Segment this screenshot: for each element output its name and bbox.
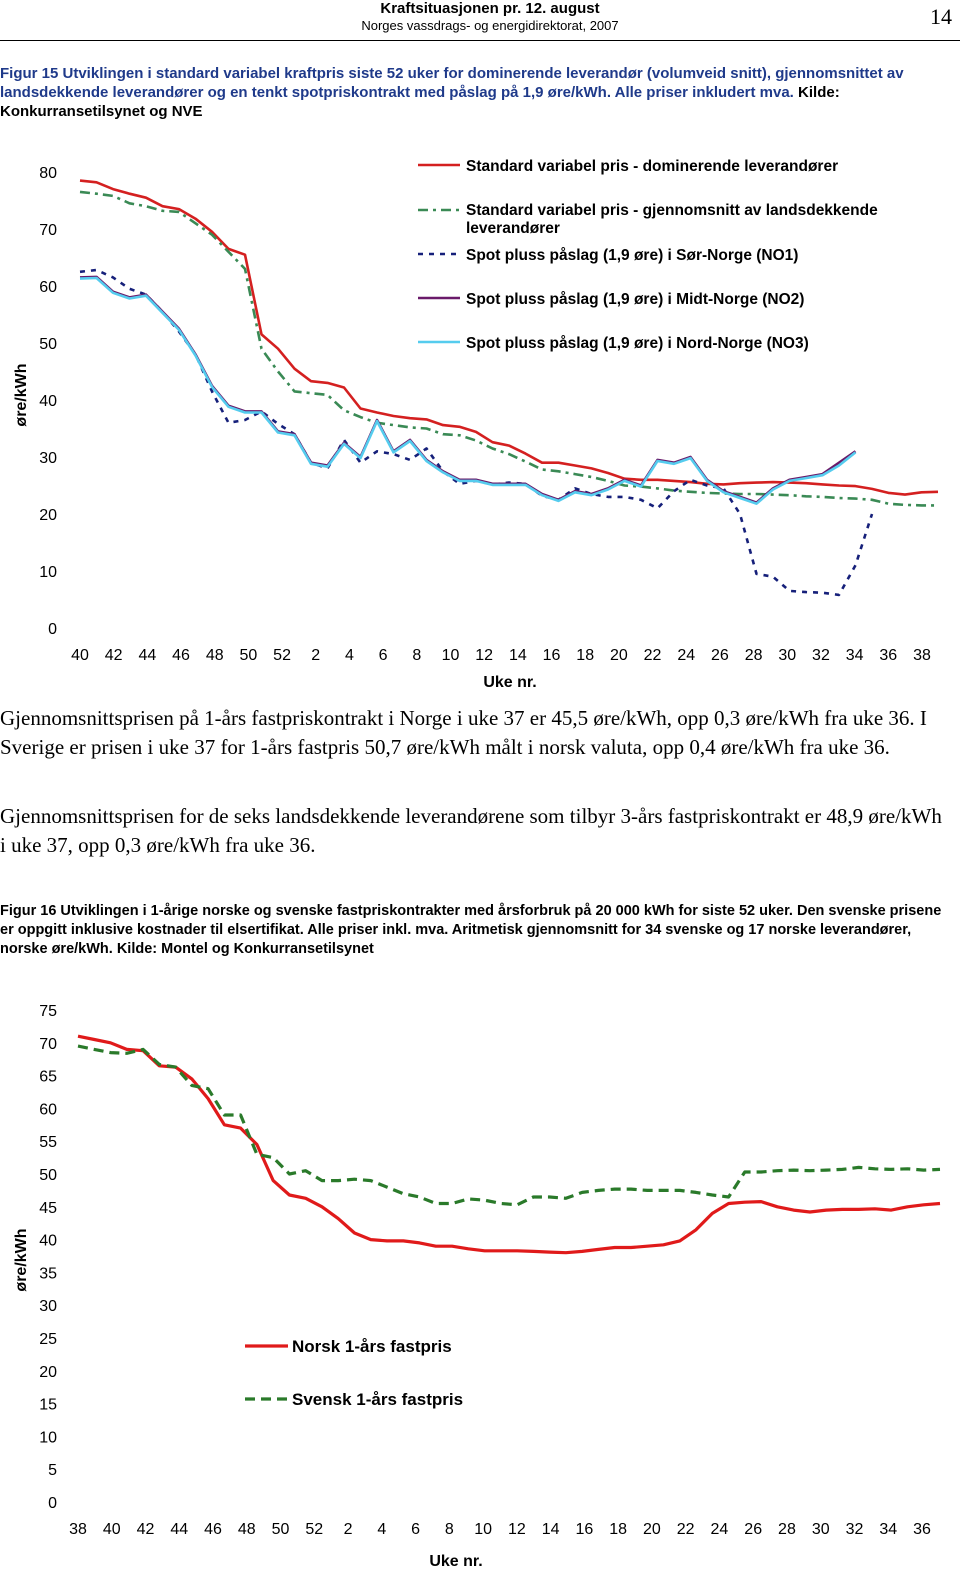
x-tick-label: 22 [643, 647, 662, 664]
x-tick-label: 42 [104, 647, 123, 664]
legend-label-2 [466, 202, 878, 237]
legend-label-1: Norsk 1-års fastpris [292, 1337, 452, 1356]
legend-label-1: Standard variabel pris - dominerende leverandører [466, 158, 839, 175]
x-tick-label: 16 [542, 647, 561, 664]
x-tick-label: 36 [913, 1521, 931, 1538]
series-line-2 [78, 1046, 940, 1205]
y-tick-label: 70 [39, 1035, 57, 1053]
y-tick-label: 70 [39, 222, 57, 239]
x-tick-label: 50 [271, 1521, 290, 1538]
y-tick-label: 0 [48, 621, 57, 638]
x-tick-label: 34 [879, 1521, 898, 1538]
x-tick-label: 6 [411, 1521, 421, 1538]
figure15-caption-source: Kilde: Konkurransetilsynet og NVE [0, 84, 840, 120]
paragraph-fixed-price-3yr: Gjennomsnittsprisen for de seks landsdekkende leverandørene som tilbyr 3-års fastpriskontrakt er 48,9 øre/kWh i uke 37, opp 0,3 øre/kWh fra uke 36. [0, 804, 942, 857]
y-tick-label: 25 [39, 1331, 57, 1348]
series-line-1 [78, 1036, 940, 1253]
x-tick-label: 44 [138, 647, 157, 664]
x-tick-label: 46 [172, 647, 190, 664]
series-line-5 [80, 278, 856, 504]
header-divider [0, 40, 960, 41]
y-tick-label: 80 [39, 165, 57, 182]
x-tick-label: 6 [378, 647, 388, 664]
series-line-4 [80, 277, 856, 503]
x-tick-label: 8 [444, 1521, 454, 1538]
figure16-chart [0, 990, 960, 1570]
y-tick-label: 10 [39, 1429, 57, 1447]
y-tick-label: 15 [39, 1396, 57, 1414]
y-tick-label: 60 [39, 279, 57, 296]
y-axis-label: øre/kWh [13, 363, 30, 427]
x-tick-label: 4 [377, 1521, 387, 1538]
y-tick-label: 65 [39, 1068, 57, 1086]
y-tick-label: 40 [39, 393, 57, 410]
x-tick-label: 36 [879, 647, 898, 664]
paragraph-fixed-price-1yr: Gjennomsnittsprisen på 1-års fastpriskontrakt i Norge i uke 37 er 45,5 øre/kWh, opp 0,3 øre/kWh fra uke 36. I Sverige er prisen i uke 37 for 1-års fastpris 50,7 øre/kWh målt i norsk valuta, opp 0,4 øre/kWh fra uke 36. [0, 706, 927, 759]
x-tick-label: 40 [102, 1521, 121, 1538]
legend-label-2: Svensk 1-års fastpris [292, 1390, 464, 1409]
page-header [330, 0, 650, 34]
x-tick-label: 22 [676, 1521, 695, 1538]
page-number: 14 [930, 4, 952, 29]
header-title: Kraftsituasjonen pr. 12. august [380, 0, 600, 17]
x-tick-label: 16 [575, 1521, 594, 1538]
x-tick-label: 52 [305, 1521, 324, 1538]
x-tick-label: 24 [710, 1521, 729, 1538]
x-tick-label: 26 [744, 1521, 763, 1538]
y-tick-label: 60 [39, 1101, 57, 1119]
x-tick-label: 12 [475, 647, 494, 664]
figure15-chart [0, 140, 960, 700]
x-tick-label: 38 [913, 647, 931, 664]
x-tick-label: 2 [343, 1521, 353, 1538]
y-tick-label: 50 [39, 336, 57, 353]
x-tick-label: 40 [71, 647, 89, 664]
y-tick-label: 50 [39, 1167, 57, 1184]
x-tick-label: 30 [811, 1521, 830, 1538]
x-tick-label: 4 [344, 647, 354, 664]
x-tick-label: 20 [643, 1521, 661, 1538]
y-tick-label: 5 [48, 1462, 57, 1480]
y-tick-label: 75 [39, 1003, 57, 1020]
x-tick-label: 48 [205, 647, 224, 664]
x-tick-label: 14 [541, 1521, 560, 1538]
figure15-caption [0, 64, 945, 121]
figure15-caption-main: Figur 15 Utviklingen i standard variabel kraftpris siste 52 uker for dominerende leverandør (volumveid snitt), gjennomsnittet av landsdekkende leverandører og en tenkt spotpriskontrakt med påslag på 1,9 øre/kWh. Alle priser inkludert mva. [0, 65, 904, 101]
x-tick-label: 10 [441, 647, 460, 664]
x-tick-label: 42 [136, 1521, 155, 1538]
x-tick-label: 44 [170, 1521, 189, 1538]
legend-label-3: Spot pluss påslag (1,9 øre) i Sør-Norge (NO1) [466, 247, 799, 264]
y-tick-label: 40 [39, 1232, 57, 1250]
y-tick-label: 45 [39, 1199, 57, 1217]
legend-label-5: Spot pluss påslag (1,9 øre) i Nord-Norge (NO3) [466, 335, 809, 352]
x-tick-label: 50 [239, 647, 258, 664]
figure16-caption: Figur 16 Utviklingen i 1-årige norske og svenske fastpriskontrakter med årsforbruk på 20 000 kWh for siste 52 uker. Den svenske prisene er oppgitt inklusive kostnader til elsertifikat. Alle priser inkl. mva. Aritmetisk gjennomsnitt for 34 svenske og 17 norske leverandører, norske øre/kWh. Kilde: Montel og Konkurransetilsynet [0, 903, 942, 957]
x-tick-label: 18 [609, 1521, 628, 1538]
x-tick-label: 52 [273, 647, 291, 664]
x-tick-label: 10 [474, 1521, 493, 1538]
x-tick-label: 46 [204, 1521, 222, 1538]
y-tick-label: 0 [48, 1495, 57, 1512]
y-tick-label: 20 [39, 507, 57, 524]
x-tick-label: 24 [677, 647, 696, 664]
x-axis-label: Uke nr. [483, 674, 537, 691]
x-tick-label: 28 [778, 1521, 796, 1538]
y-tick-label: 30 [39, 1298, 57, 1316]
x-tick-label: 12 [507, 1521, 526, 1538]
y-tick-label: 35 [39, 1265, 57, 1283]
legend-label-4: Spot pluss påslag (1,9 øre) i Midt-Norge (NO2) [466, 291, 805, 308]
x-tick-label: 38 [69, 1521, 87, 1538]
y-tick-label: 10 [39, 564, 57, 581]
x-tick-label: 30 [778, 647, 797, 664]
x-tick-label: 32 [812, 647, 830, 664]
x-tick-label: 48 [237, 1521, 256, 1538]
y-axis-label: øre/kWh [13, 1228, 30, 1292]
x-tick-label: 2 [311, 647, 321, 664]
header-subtitle: Norges vassdrags- og energidirektorat, 2007 [361, 18, 619, 33]
legend-label-line: leverandører [466, 220, 560, 237]
x-tick-label: 28 [744, 647, 763, 664]
legend-label-line: Standard variabel pris - gjennomsnitt av landsdekkende [466, 202, 878, 219]
y-tick-label: 30 [39, 450, 57, 467]
y-tick-label: 55 [39, 1134, 57, 1152]
y-tick-label: 20 [39, 1363, 57, 1381]
x-tick-label: 14 [508, 647, 527, 664]
x-axis-label: Uke nr. [429, 1553, 483, 1570]
x-tick-label: 20 [609, 647, 628, 664]
x-tick-label: 18 [576, 647, 595, 664]
x-tick-label: 34 [845, 647, 864, 664]
x-tick-label: 32 [845, 1521, 864, 1538]
x-tick-label: 8 [412, 647, 422, 664]
x-tick-label: 26 [711, 647, 729, 664]
